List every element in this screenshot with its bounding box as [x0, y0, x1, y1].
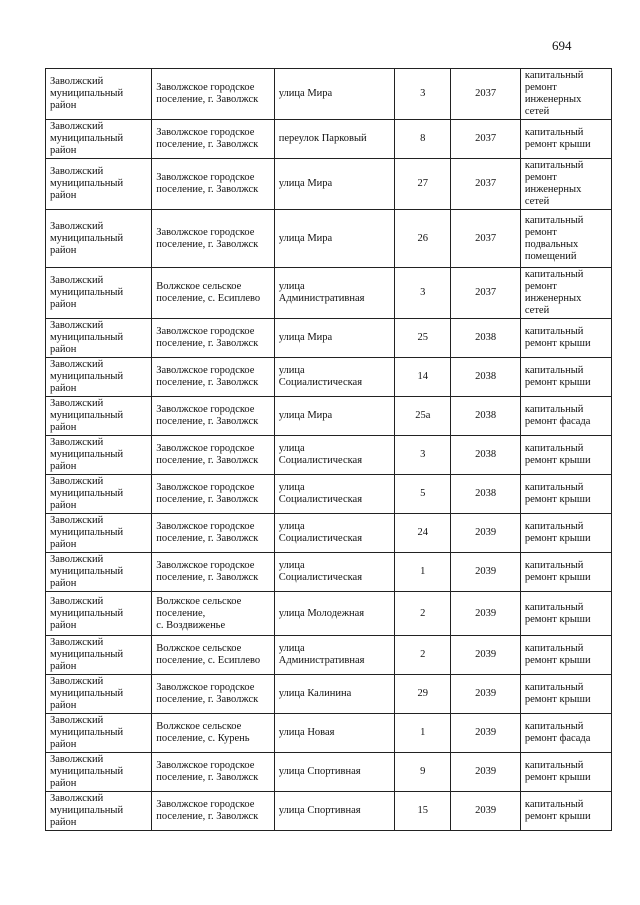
district-text: Заволжский муниципальный район [50, 76, 124, 111]
street-text: переулок Парковый [278, 133, 367, 144]
work-type-cell [520, 792, 611, 831]
settlement-text: Заволжское городское поселение, г. Заволжск [156, 482, 259, 505]
settlement-text: Заволжское городское поселение, г. Заволжск [156, 365, 259, 388]
house-number-cell [395, 675, 451, 714]
street-text: улица Мира [278, 232, 333, 244]
house-number-text: 3 [420, 88, 426, 99]
settlement-text: Волжское сельское поселение, с. Курень [156, 721, 250, 744]
work-type-text: капитальный ремонт фасада [524, 721, 591, 744]
work-type-text: капитальный ремонт подвальных помещений [524, 214, 584, 262]
year-text: 2039 [475, 527, 497, 538]
house-number-text: 25 [417, 332, 429, 343]
table-row [46, 475, 612, 514]
year-text: 2037 [475, 133, 497, 144]
work-type-cell [520, 397, 611, 436]
settlement-text: Заволжское городское поселение, г. Заволжск [156, 226, 259, 250]
house-number-cell [395, 358, 451, 397]
district-text: Заволжский муниципальный район [50, 476, 124, 511]
year-text: 2039 [475, 649, 497, 660]
work-type-text: капитальный ремонт крыши [524, 682, 591, 705]
work-type-text: капитальный ремонт инженерных сетей [524, 70, 584, 117]
district-cell [46, 675, 152, 714]
settlement-cell [152, 358, 275, 397]
year-text: 2039 [475, 766, 497, 777]
district-text: Заволжский муниципальный район [50, 595, 124, 631]
house-number-text: 9 [420, 766, 426, 777]
work-type-cell [520, 514, 611, 553]
street-cell [274, 675, 394, 714]
work-type-cell [520, 475, 611, 514]
table-row [46, 753, 612, 792]
work-type-text: капитальный ремонт крыши [524, 560, 591, 583]
house-number-cell [395, 159, 451, 210]
table-row [46, 592, 612, 636]
street-cell [274, 753, 394, 792]
settlement-text: Волжское сельское поселение, с. Воздвиженье [156, 595, 242, 631]
table-row [46, 636, 612, 675]
year-cell [451, 753, 520, 792]
house-number-text: 5 [420, 488, 426, 499]
district-cell [46, 475, 152, 514]
district-text: Заволжский муниципальный район [50, 166, 124, 201]
settlement-cell [152, 636, 275, 675]
house-number-text: 24 [417, 527, 429, 538]
table-row [46, 397, 612, 436]
street-cell [274, 792, 394, 831]
street-cell [274, 514, 394, 553]
year-text: 2038 [475, 371, 497, 382]
street-cell [274, 592, 394, 636]
year-text: 2039 [475, 805, 497, 816]
table-row [46, 358, 612, 397]
house-number-cell [395, 319, 451, 358]
district-text: Заволжский муниципальный район [50, 121, 124, 156]
settlement-cell [152, 714, 275, 753]
house-number-text: 1 [420, 727, 426, 738]
work-type-text: капитальный ремонт крыши [524, 521, 591, 544]
settlement-text: Волжское сельское поселение, с. Есиплево [156, 281, 261, 304]
district-text: Заволжский муниципальный район [50, 220, 124, 256]
district-cell [46, 358, 152, 397]
work-type-text: капитальный ремонт крыши [524, 601, 591, 625]
work-type-text: капитальный ремонт инженерных сетей [524, 269, 584, 316]
house-number-cell [395, 268, 451, 319]
street-text: улица Мира [278, 410, 333, 421]
table-body [46, 69, 612, 831]
district-cell [46, 69, 152, 120]
table-row [46, 714, 612, 753]
house-number-text: 2 [420, 607, 426, 619]
district-cell [46, 397, 152, 436]
work-type-cell [520, 675, 611, 714]
district-text: Заволжский муниципальный район [50, 554, 124, 589]
house-number-cell [395, 210, 451, 268]
settlement-text: Заволжское городское поселение, г. Заволжск [156, 82, 259, 105]
street-text: улица Мира [278, 332, 333, 343]
year-cell [451, 210, 520, 268]
settlement-text: Заволжское городское поселение, г. Заволжск [156, 521, 259, 544]
year-text: 2037 [475, 178, 497, 189]
year-cell [451, 358, 520, 397]
district-cell [46, 268, 152, 319]
page-number: 694 [552, 38, 572, 53]
district-cell [46, 210, 152, 268]
settlement-text: Заволжское городское поселение, г. Заволжск [156, 760, 259, 783]
settlement-text: Заволжское городское поселение, г. Заволжск [156, 682, 259, 705]
street-cell [274, 358, 394, 397]
work-type-cell [520, 753, 611, 792]
house-number-text: 15 [417, 805, 429, 816]
work-type-text: капитальный ремонт фасада [524, 404, 591, 427]
table-row [46, 210, 612, 268]
street-text: улица Социалистическая [278, 482, 363, 505]
street-cell [274, 159, 394, 210]
settlement-cell [152, 397, 275, 436]
street-cell [274, 436, 394, 475]
table-row [46, 436, 612, 475]
settlement-cell [152, 475, 275, 514]
street-cell [274, 553, 394, 592]
settlement-cell [152, 69, 275, 120]
street-text: улица Спортивная [278, 766, 361, 777]
table-row [46, 319, 612, 358]
house-number-text: 1 [420, 566, 426, 577]
work-type-cell [520, 436, 611, 475]
district-text: Заволжский муниципальный район [50, 515, 124, 550]
house-number-text: 14 [417, 371, 429, 382]
year-cell [451, 514, 520, 553]
work-type-cell [520, 714, 611, 753]
district-cell [46, 592, 152, 636]
work-type-cell [520, 210, 611, 268]
table-row [46, 120, 612, 159]
district-text: Заволжский муниципальный район [50, 676, 124, 711]
house-number-cell [395, 436, 451, 475]
settlement-cell [152, 268, 275, 319]
settlement-text: Заволжское городское поселение, г. Заволжск [156, 127, 259, 150]
year-cell [451, 436, 520, 475]
table-row [46, 514, 612, 553]
work-type-text: капитальный ремонт крыши [524, 760, 591, 783]
work-type-text: капитальный ремонт крыши [524, 365, 591, 388]
year-cell [451, 397, 520, 436]
settlement-cell [152, 159, 275, 210]
house-number-cell [395, 120, 451, 159]
district-text: Заволжский муниципальный район [50, 320, 124, 355]
table-row [46, 268, 612, 319]
district-cell [46, 436, 152, 475]
year-cell [451, 268, 520, 319]
district-text: Заволжский муниципальный район [50, 398, 124, 433]
settlement-cell [152, 675, 275, 714]
year-text: 2037 [475, 287, 497, 298]
street-text: улица Социалистическая [278, 443, 363, 466]
table-row [46, 675, 612, 714]
year-cell [451, 319, 520, 358]
settlement-text: Волжское сельское поселение, с. Есиплево [156, 643, 261, 666]
work-type-cell [520, 553, 611, 592]
house-number-cell [395, 69, 451, 120]
street-cell [274, 319, 394, 358]
street-cell [274, 714, 394, 753]
work-type-text: капитальный ремонт крыши [524, 799, 591, 822]
work-type-cell [520, 636, 611, 675]
settlement-cell [152, 319, 275, 358]
house-number-text: 2 [420, 649, 426, 660]
district-cell [46, 753, 152, 792]
settlement-cell [152, 553, 275, 592]
work-type-text: капитальный ремонт крыши [524, 326, 591, 349]
street-text: улица Мира [278, 88, 333, 99]
house-number-cell [395, 475, 451, 514]
settlement-cell [152, 753, 275, 792]
street-cell [274, 636, 394, 675]
district-cell [46, 319, 152, 358]
work-type-text: капитальный ремонт крыши [524, 443, 591, 466]
year-cell [451, 592, 520, 636]
district-text: Заволжский муниципальный район [50, 715, 124, 750]
district-text: Заволжский муниципальный район [50, 275, 124, 310]
year-text: 2039 [475, 566, 497, 577]
year-text: 2039 [475, 688, 497, 699]
year-cell [451, 792, 520, 831]
street-cell [274, 397, 394, 436]
work-type-text: капитальный ремонт крыши [524, 643, 591, 666]
work-type-text: капитальный ремонт инженерных сетей [524, 160, 584, 207]
work-type-cell [520, 69, 611, 120]
district-cell [46, 792, 152, 831]
house-number-cell [395, 792, 451, 831]
street-text: улица Молодежная [278, 607, 365, 619]
street-text: улица Административная [278, 643, 365, 666]
work-type-cell [520, 120, 611, 159]
table-row [46, 792, 612, 831]
street-text: улица Новая [278, 727, 335, 738]
work-type-text: капитальный ремонт крыши [524, 127, 591, 150]
year-text: 2038 [475, 410, 497, 421]
street-cell [274, 210, 394, 268]
settlement-cell [152, 210, 275, 268]
settlement-text: Заволжское городское поселение, г. Заволжск [156, 172, 259, 195]
year-text: 2037 [475, 88, 497, 99]
street-cell [274, 475, 394, 514]
work-type-cell [520, 159, 611, 210]
settlement-cell [152, 120, 275, 159]
street-cell [274, 69, 394, 120]
street-text: улица Административная [278, 281, 365, 304]
street-text: улица Социалистическая [278, 521, 363, 544]
work-type-cell [520, 358, 611, 397]
year-text: 2038 [475, 488, 497, 499]
district-text: Заволжский муниципальный район [50, 754, 124, 789]
year-text: 2038 [475, 332, 497, 343]
year-text: 2039 [475, 727, 497, 738]
year-text: 2037 [475, 232, 497, 244]
house-number-text: 26 [417, 232, 429, 244]
street-cell [274, 120, 394, 159]
settlement-text: Заволжское городское поселение, г. Заволжск [156, 560, 259, 583]
year-cell [451, 636, 520, 675]
year-cell [451, 714, 520, 753]
district-cell [46, 514, 152, 553]
street-text: улица Калинина [278, 688, 352, 699]
district-text: Заволжский муниципальный район [50, 637, 124, 672]
year-text: 2038 [475, 449, 497, 460]
street-text: улица Социалистическая [278, 365, 363, 388]
table-row [46, 69, 612, 120]
house-number-text: 27 [417, 178, 429, 189]
house-number-text: 3 [420, 449, 426, 460]
settlement-text: Заволжское городское поселение, г. Заволжск [156, 404, 259, 427]
street-text: улица Социалистическая [278, 560, 363, 583]
district-cell [46, 714, 152, 753]
table-row [46, 159, 612, 210]
house-number-cell [395, 636, 451, 675]
settlement-text: Заволжское городское поселение, г. Заволжск [156, 443, 259, 466]
district-text: Заволжский муниципальный район [50, 793, 124, 828]
street-text: улица Мира [278, 178, 333, 189]
house-number-text: 3 [420, 287, 426, 298]
settlement-text: Заволжское городское поселение, г. Заволжск [156, 326, 259, 349]
house-number-text: 8 [420, 133, 426, 144]
year-cell [451, 475, 520, 514]
repair-schedule-table [45, 68, 612, 831]
street-cell [274, 268, 394, 319]
settlement-cell [152, 592, 275, 636]
district-text: Заволжский муниципальный район [50, 359, 124, 394]
settlement-text: Заволжское городское поселение, г. Заволжск [156, 799, 259, 822]
settlement-cell [152, 792, 275, 831]
work-type-text: капитальный ремонт крыши [524, 482, 591, 505]
district-cell [46, 120, 152, 159]
table-row [46, 553, 612, 592]
house-number-text: 29 [417, 688, 429, 699]
work-type-cell [520, 592, 611, 636]
work-type-cell [520, 268, 611, 319]
house-number-cell [395, 397, 451, 436]
street-text: улица Спортивная [278, 805, 361, 816]
house-number-cell [395, 753, 451, 792]
house-number-cell [395, 553, 451, 592]
district-cell [46, 159, 152, 210]
district-cell [46, 553, 152, 592]
house-number-cell [395, 592, 451, 636]
house-number-text: 25а [415, 410, 431, 421]
work-type-cell [520, 319, 611, 358]
year-cell [451, 675, 520, 714]
district-text: Заволжский муниципальный район [50, 437, 124, 472]
house-number-cell [395, 714, 451, 753]
district-cell [46, 636, 152, 675]
year-cell [451, 69, 520, 120]
year-cell [451, 553, 520, 592]
house-number-cell [395, 514, 451, 553]
year-text: 2039 [475, 607, 497, 619]
year-cell [451, 159, 520, 210]
settlement-cell [152, 514, 275, 553]
year-cell [451, 120, 520, 159]
settlement-cell [152, 436, 275, 475]
